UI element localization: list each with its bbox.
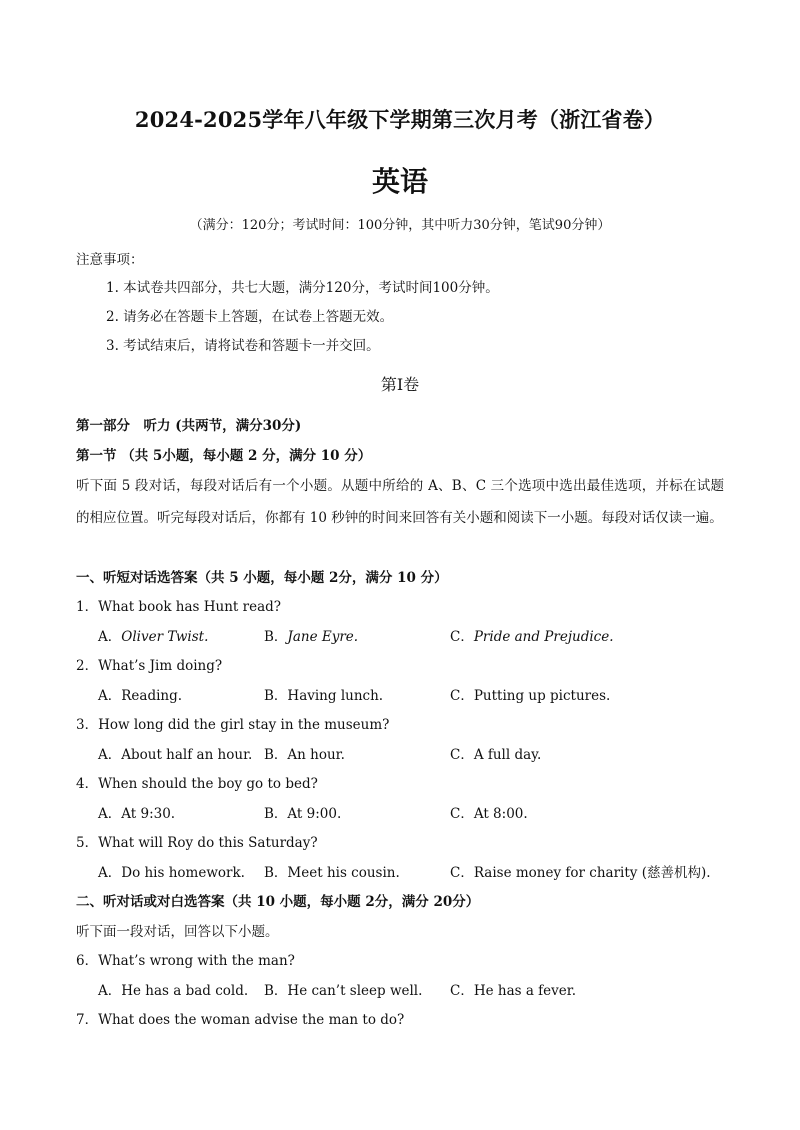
option-b: B．He can’t sleep well.	[264, 983, 423, 999]
option-c: C．At 8:00.	[450, 806, 528, 822]
question-5: 5．What will Roy do this Saturday?	[76, 835, 318, 851]
volume-heading: 第I卷	[380, 375, 420, 394]
exam-info: （满分：120分；考试时间：100分钟，其中听力30分钟，笔试90分钟）	[189, 218, 611, 233]
question-1: 1．What book has Hunt read?	[76, 599, 282, 615]
question-4: 4．When should the boy go to bed?	[76, 776, 318, 792]
option-b: B．Jane Eyre.	[264, 629, 359, 645]
subject-title: 英语	[371, 165, 428, 198]
option-a: A．About half an hour.	[98, 747, 253, 763]
option-b: B．Having lunch.	[264, 688, 384, 704]
question-3: 3．How long did the girl stay in the museum?	[76, 717, 390, 733]
option-b: B．An hour.	[264, 747, 345, 763]
option-a: A．Oliver Twist.	[98, 629, 209, 645]
note-item: 3. 考试结束后，请将试卷和答题卡一并交回。	[106, 338, 380, 354]
option-a: A．Do his homework.	[98, 865, 245, 881]
task1-heading: 一、听短对话选答案（共 5 小题，每小题 2分，满分 10 分）	[76, 570, 448, 586]
task2-instruction: 听下面一段对话，回答以下小题。	[76, 924, 279, 940]
exam-title: 2024-2025学年八年级下学期第三次月考（浙江省卷）	[134, 107, 666, 132]
option-c: C．He has a fever.	[450, 983, 577, 999]
part1-heading: 第一部分 听力 (共两节，满分30分)	[76, 418, 302, 434]
notes-heading: 注意事项：	[76, 252, 144, 268]
question-6: 6．What’s wrong with the man?	[76, 953, 295, 969]
note-item: 2. 请务必在答题卡上答题，在试卷上答题无效。	[106, 309, 394, 325]
task2-heading: 二、听对话或对白选答案（共 10 小题，每小题 2分，满分 20分）	[76, 894, 480, 910]
option-c: C．Pride and Prejudice.	[450, 629, 614, 645]
option-b: B．At 9:00.	[264, 806, 342, 822]
option-c: C．A full day.	[450, 747, 542, 763]
option-a: A．Reading.	[98, 688, 183, 704]
question-2: 2．What’s Jim doing?	[76, 658, 223, 674]
option-a: A．At 9:30.	[98, 806, 176, 822]
question-7: 7．What does the woman advise the man to do?	[76, 1012, 405, 1028]
section1-heading: 第一节 （共 5小题，每小题 2 分，满分 10 分）	[76, 448, 372, 464]
note-item: 1. 本试卷共四部分，共七大题，满分120分，考试时间100分钟。	[106, 280, 499, 296]
listening-instructions: 听下面 5 段对话，每段对话后有一个小题。从题中所给的 A、B、C 三个选项中选出最佳选项，并标在试题的相应位置。听完每段对话后，你都有 10 秒钟的时间来回答有关小题和阅读下一小题。每段对话仅读一遍。	[76, 478, 724, 526]
option-c: C．Putting up pictures.	[450, 688, 611, 704]
option-b: B．Meet his cousin.	[264, 865, 400, 881]
option-a: A．He has a bad cold.	[98, 983, 249, 999]
option-c: C．Raise money for charity (慈善机构).	[450, 865, 711, 881]
